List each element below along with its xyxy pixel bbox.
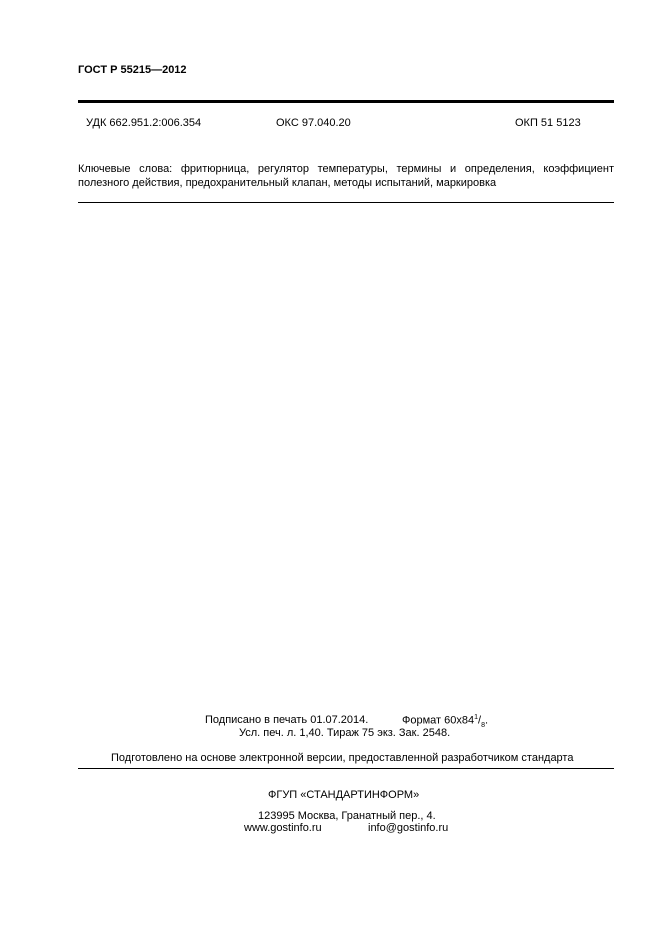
publisher-name: ФГУП «СТАНДАРТИНФОРМ» — [268, 789, 420, 801]
format-suffix: . — [484, 714, 489, 727]
format-prefix: Формат 60х84 — [402, 714, 475, 727]
header-divider — [78, 100, 614, 103]
format-numerator: 1 — [474, 714, 479, 721]
oks-code: ОКС 97.040.20 — [276, 117, 351, 129]
signed-for-print: Подписано в печать 01.07.2014. — [205, 714, 369, 726]
format-denominator: 8 — [481, 721, 485, 729]
publisher-email: info@gostinfo.ru — [368, 822, 449, 834]
print-format: Формат $60х84^1/_8$. — [402, 714, 489, 729]
keywords-paragraph: Ключевые слова: фритюрница, регулятор температуры, термины и определения, коэффициент полезного действия, предохранительный клапан, методы испытаний, маркировка — [78, 163, 614, 189]
keywords-divider — [78, 202, 614, 203]
udk-code: УДК 662.951.2:006.354 — [86, 117, 202, 129]
publisher-website: www.gostinfo.ru — [244, 822, 322, 834]
publisher-address: 123995 Москва, Гранатный пер., 4. — [258, 810, 436, 822]
imprint-divider — [78, 768, 614, 769]
print-sheets-circulation: Усл. печ. л. 1,40. Тираж 75 экз. Зак. 2548. — [239, 727, 451, 739]
okp-code: ОКП 51 5123 — [515, 117, 581, 129]
standard-number: ГОСТ Р 55215—2012 — [78, 64, 187, 76]
prepared-note: Подготовлено на основе электронной версии, предоставленной разработчиком стандарта — [111, 752, 574, 764]
